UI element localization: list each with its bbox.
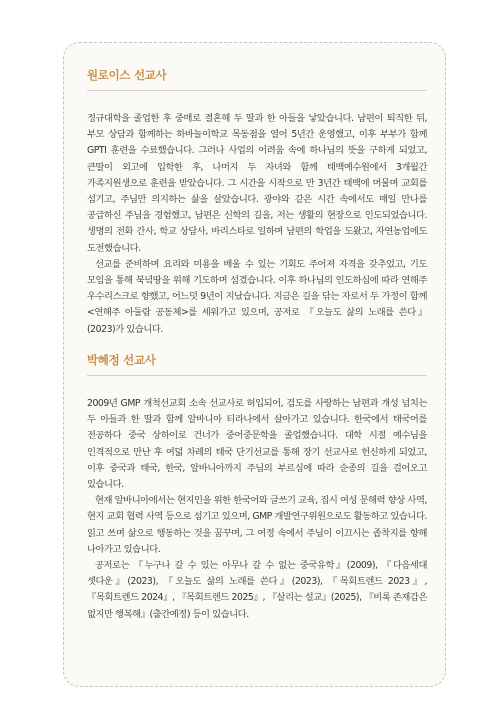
section-heading: 박혜정 선교사 xyxy=(87,352,427,376)
section-body xyxy=(87,111,427,338)
bio-paragraph: 현재 알바니아에서는 현지인을 위한 한국어와 글쓰기 교육, 집시 여성 문해력 향상 사역, 현지 교회 협력 사역 등으로 섬기고 있으며, GMP 개발연구위원으로도 활동하고 있습니다. 읽고 쓰며 삶으로 행동하는 것을 꿈꾸며, 그 여정 속에서 주님이 이끄시는 좁착지를 향해 나아가고 있습니다. xyxy=(87,495,427,555)
missionary-section-2 xyxy=(87,352,427,623)
bio-paragraph: 2009년 GMP 개척선교회 소속 선교사로 허입되어, 검도를 사랑하는 남편과 개성 넘치는 두 아들과 한 딸과 함께 알바니아 티라나에서 살아가고 있습니다. 한국에서 태국어를 전공하다 중국 상하이로 건너가 중어중문학을 졸업했습니다. 대학 시절 예수님을 인격적으로 만난 후 여덟 차례의 태국 단기선교를 통해 장기 선교사로 헌신하게 되었고, 이후 중국과 태국, 한국, 알바니아까지 주님의 부르심에 따라 순종의 길을 걸어오고 있습니다. xyxy=(87,398,427,491)
bio-paragraph: 정규대학을 졸업한 후 중매로 결혼해 두 딸과 한 아들을 낳았습니다. 남편이 퇴직한 뒤, 부모 상담과 함께하는 하바놀이학교 목동점을 열어 5년간 운영했고, 이후 부부가 함께 GPTI 훈련을 수료했습니다. 그러나 사업의 어려움 속에 하나님의 뜻을 구하게 되었고, 큰딸이 외고에 입학한 후, 나머지 두 자녀와 함께 태백예수원에서 3개월간 가족지원생으로 훈련을 받았습니다. 그 시간을 시작으로 만 3년간 태백에 머물며 교회를 섬기고, 주님만 의지하는 삶을 살았습니다. 광야와 같은 시간 속에서도 매일 만나를 공급하신 주님을 경험했고, 남편은 신학의 길을, 저는 생활의 현장으로 인도되었습니다. 생명의 전화 간사, 학교 상담사, 바리스타로 일하며 남편의 학업을 도왔고, 자연농업에도 도전했습니다. xyxy=(87,113,427,254)
bio-paragraph: 공저로는 『누구나 갈 수 있는 아무나 갈 수 없는 중국유학』(2009), 『다음세대 셋다운』(2023), 『오늘도 삶의 노래를 쓴다』(2023), 『목회트렌드 2023』, 『목회트렌드 2024』, 『목회트렌드 2025』, 『살리는 설교』(2025), 『비록 존재감은 없지만 행복해』(출간예정) 등이 있습니다. xyxy=(87,560,427,620)
section-heading: 원로이스 선교사 xyxy=(87,67,427,91)
missionary-section-1 xyxy=(87,67,427,338)
bio-paragraph: 선교를 준비하며 요리와 미용을 배울 수 있는 기회도 주어져 자격을 갖추었고, 기도 모임을 통해 북녘땅을 위해 기도하며 섬겼습니다. 이후 하나님의 인도하심에 따라 연해주 우수리스크로 향했고, 어느덧 9년이 지났습니다. 지금은 길을 닦는 자로서 두 가정이 함께 <연해주 아둘람 공동체>를 세워가고 있으며, 공저로 『오늘도 삶의 노래를 쓴다』(2023)가 있습니다. xyxy=(87,258,427,335)
profile-card xyxy=(63,42,446,687)
section-body xyxy=(87,396,427,623)
